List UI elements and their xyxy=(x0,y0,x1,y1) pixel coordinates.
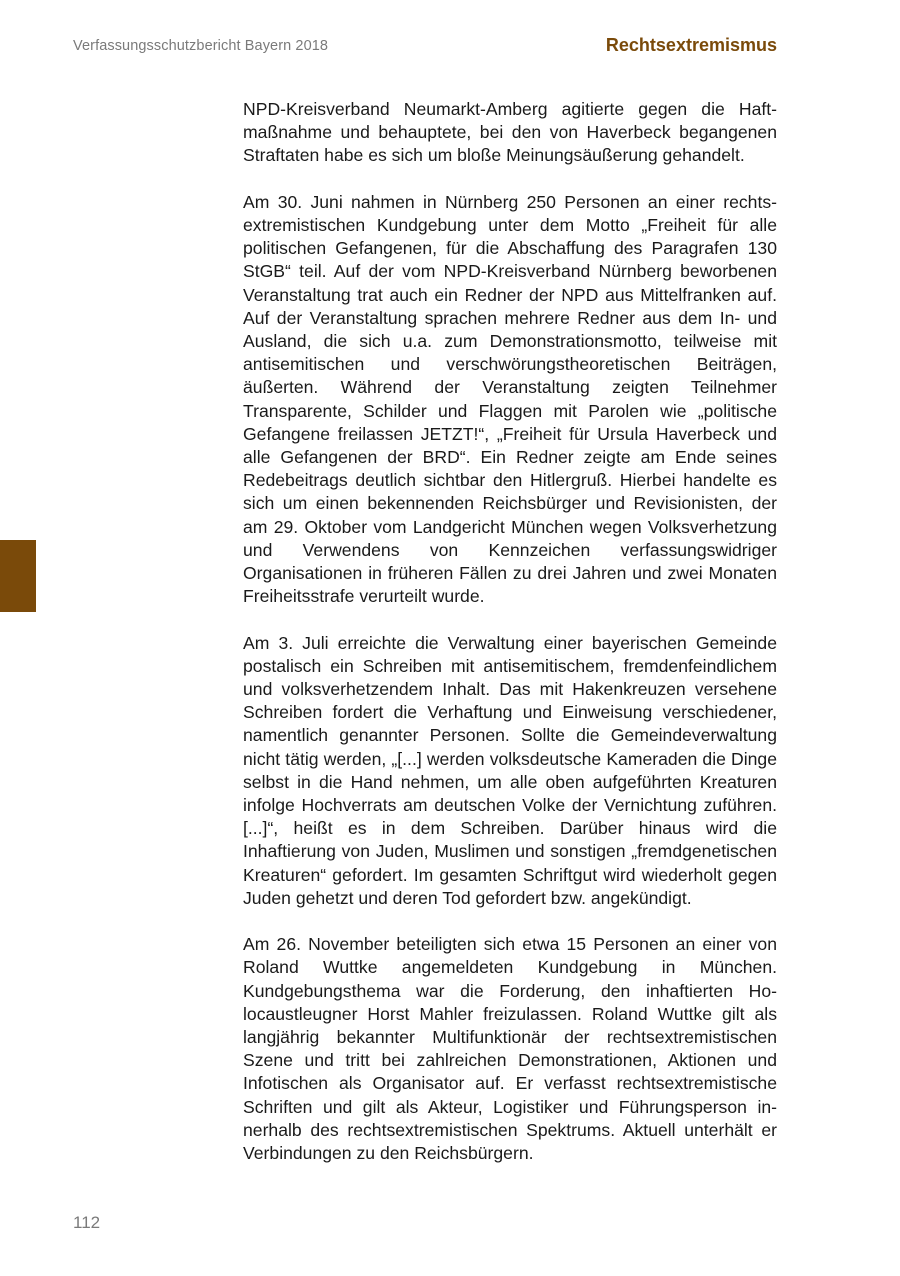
chapter-marker-tab xyxy=(0,540,36,612)
section-title: Rechtsextremismus xyxy=(605,35,777,55)
paragraph: Am 26. November beteiligten sich etwa 15 Personen an einer von Roland Wuttke angemeldeten Kundgebung in München. Kundgebungsthema war die Forderung, den inhaftierten Holocaustleugner Horst Mahler freizulassen. Roland Wuttke gilt als langjährig bekannter Multifunktionär der rechtsextremistischen Szene und tritt bei zahlreichen Demonstrationen, Aktionen und Infotischen als Organisator auf. Er verfasst rechtsextremistische Schriften und gilt als Akteur, Logistiker und Führungsperson innerhalb des rechtsextremistischen Spektrums. Aktuell unterhält er Verbindungen zu den Reichsbürgern. xyxy=(243,934,777,1164)
page-number: 112 xyxy=(73,1213,101,1232)
publication-title: Verfassungsschutzbericht Bayern 2018 xyxy=(73,38,329,54)
paragraph: Am 3. Juli erreichte die Verwaltung einer bayerischen Gemeinde postalisch ein Schreiben mit antisemitischem, fremdenfeindlichem und volksverhetzendem Inhalt. Das mit Hakenkreuzen versehene Schreiben fordert die Verhaftung und Einweisung verschiedener, namentlich genannter Personen. Sollte die Gemeindeverwaltung nicht tätig werden, „[...] werden volksdeutsche Kameraden die Dinge selbst in die Hand nehmen, um alle oben aufgeführten Kreaturen infolge Hochverrats am deutschen Volke der Vernichtung zuführen. [...]“, heißt es in dem Schreiben. Darüber hinaus wird die Inhaftierung von Juden, Muslimen und sonstigen „fremdgenetischen Kreaturen“ gefordert. Im gesamten Schriftgut wird wiederholt gegen Juden gehetzt und deren Tod gefordert bzw. angekündigt. xyxy=(243,632,777,908)
body-text xyxy=(243,98,777,1188)
paragraph: Am 30. Juni nahmen in Nürnberg 250 Personen an einer rechtsextremistischen Kundgebung unter dem Motto „Freiheit für alle politischen Gefangenen, für die Abschaffung des Paragrafen 130 StGB“ teil. Auf der vom NPD-Kreisverband Nürnberg beworbenen Veranstaltung trat auch ein Redner der NPD aus Mittelfranken auf. Auf der Veranstaltung sprachen mehrere Redner aus dem In- und Ausland, die sich u.a. zum Demonstrationsmotto, teilweise mit antisemitischen und verschwörungstheoretischen Beiträgen, äußerten. Während der Veranstaltung zeigten Teilnehmer Transparente, Schilder und Flaggen mit Parolen wie „politische Gefangene freilassen JETZT!“, „Freiheit für Ursula Haverbeck und alle Gefangenen der BRD“. Ein Redner zeigte am Ende seines Redebeitrags deutlich sichtbar den Hitlergruß. Hierbei handelte es sich um einen bekennenden Reichsbürger und Revisionisten, der am 29. Oktober vom Landgericht München wegen Volksverhetzung und Verwendens von Kennzeichen verfassungswidriger Organisationen in früheren Fällen zu drei Jahren und zwei Monaten Freiheitsstrafe verurteilt wurde. xyxy=(243,191,777,607)
paragraph: NPD-Kreisverband Neumarkt-Amberg agitierte gegen die Haftmaßnahme und behauptete, bei den von Haverbeck begangenen Straftaten habe es sich um bloße Meinungsäußerung gehandelt. xyxy=(243,99,777,166)
